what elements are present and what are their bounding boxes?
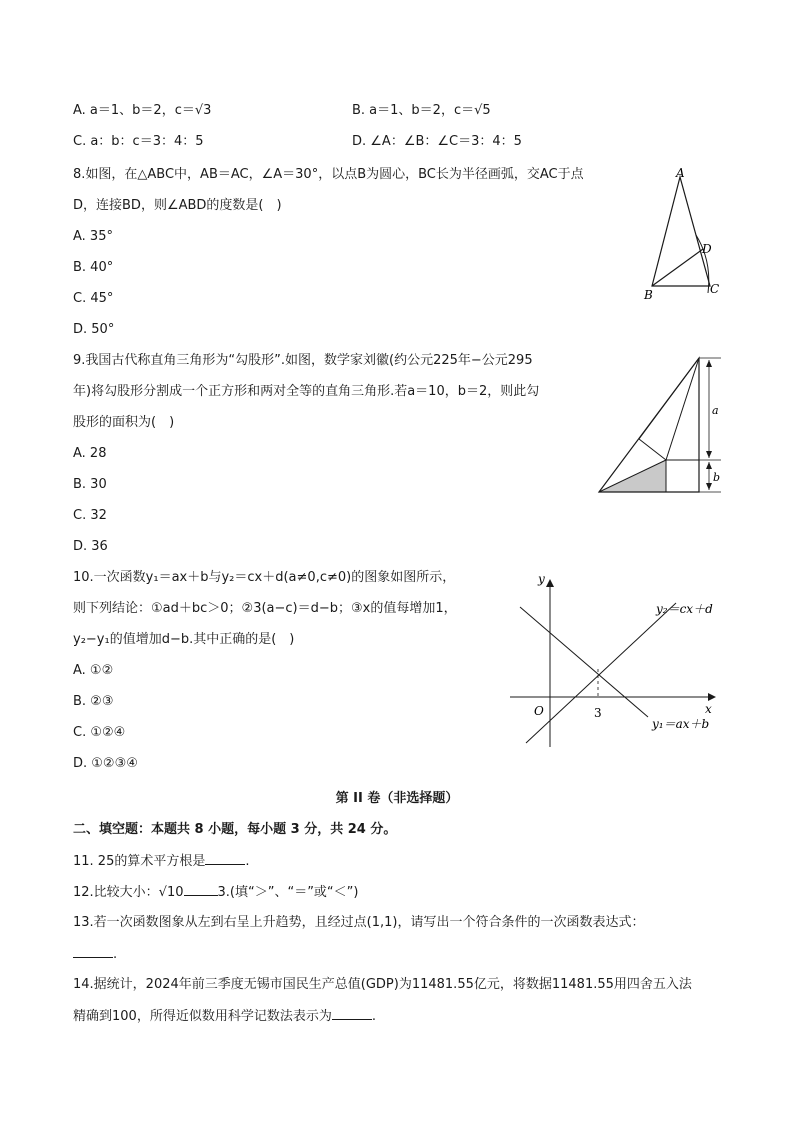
q8-option-c: C. 45°	[73, 291, 114, 306]
q8-option-a: A. 35°	[73, 229, 113, 244]
label-y: y	[538, 572, 545, 586]
arrow-b-bottom	[706, 483, 712, 490]
split-line-3	[639, 358, 699, 439]
q11-answer-blank[interactable]	[205, 852, 245, 865]
x-axis-arrow	[708, 693, 716, 701]
q14-end: .	[371, 1009, 376, 1024]
q9-option-d: D. 36	[73, 539, 108, 554]
square	[666, 460, 699, 492]
split-line-2	[666, 358, 699, 460]
q9-option-c: C. 32	[73, 508, 107, 523]
q10-option-b: B. ②③	[73, 694, 114, 709]
label-y1: y₁＝ax＋b	[652, 717, 710, 731]
q13-stem-line1: 13.若一次函数图象从左到右呈上升趋势，且经过点(1,1)，请写出一个符合条件的一次函数表达式：	[73, 915, 645, 930]
q13-end: .	[113, 947, 118, 962]
q12-answer-blank[interactable]	[184, 883, 218, 896]
q9-stem-line3: 股形的面积为( )	[73, 415, 175, 430]
q14-line2	[73, 1007, 376, 1026]
label-x: x	[705, 702, 712, 716]
section-title: 第 II 卷（非选择题）	[335, 791, 459, 806]
label-c: C	[710, 282, 720, 296]
q12-line	[73, 883, 358, 902]
q13-answer-blank[interactable]	[73, 945, 113, 958]
q7-option-a: A. a＝1、b＝2，c＝√3	[73, 103, 212, 118]
arrow-a-top	[706, 360, 712, 367]
q11-line	[73, 852, 250, 871]
q10-stem-line2: 则下列结论：①ad＋bc＞0；②3(a−c)＝d−b；③x的值每增加1，	[73, 601, 457, 616]
label-y2: y₂＝cx＋d	[656, 602, 713, 616]
label-d: D	[702, 242, 712, 256]
q10-stem-line1: 10.一次函数y₁＝ax＋b与y₂＝cx＋d(a≠0,c≠0)的图象如图所示，	[73, 570, 456, 585]
q8-option-d: D. 50°	[73, 322, 115, 337]
q14-answer-blank[interactable]	[332, 1007, 372, 1020]
q10-option-a: A. ①②	[73, 663, 114, 678]
arrow-b-top	[706, 462, 712, 469]
q7-option-d: D. ∠A：∠B：∠C＝3：4：5	[352, 134, 522, 149]
q10-stem-line3: y₂−y₁的值增加d−b.其中正确的是( )	[73, 632, 295, 647]
q9-stem-line1: 9.我国古代称直角三角形为“勾股形”.如图，数学家刘徽(约公元225年−公元295	[73, 353, 533, 368]
q9-gougu-figure	[595, 352, 730, 497]
q10-linear-functions-graph	[508, 567, 738, 752]
label-a: a	[712, 404, 719, 417]
label-three: 3	[594, 706, 602, 720]
triangle-abc	[652, 177, 710, 286]
q10-option-d: D. ①②③④	[73, 756, 138, 771]
label-b: b	[713, 471, 721, 484]
q8-option-b: B. 40°	[73, 260, 114, 275]
q7-option-b: B. a＝1、b＝2，c＝√5	[352, 103, 491, 118]
q9-stem-line2: 年)将勾股形分割成一个正方形和两对全等的直角三角形.若a＝10，b＝2，则此勾	[73, 384, 540, 399]
q8-triangle-figure	[640, 165, 730, 305]
q11-stem: 11. 25的算术平方根是	[73, 854, 206, 869]
q8-stem-line2: D，连接BD，则∠ABD的度数是( )	[73, 198, 282, 213]
q14-stem-line1: 14.据统计，2024年前三季度无锡市国民生产总值(GDP)为11481.55亿元，将数据11481.55用四舍五入法	[73, 977, 692, 992]
q8-stem-line1: 8.如图，在△ABC中，AB＝AC，∠A＝30°，以点B为圆心，BC长为半径画弧，交AC于点	[73, 167, 584, 182]
label-b: B	[644, 288, 653, 302]
q10-option-c: C. ①②④	[73, 725, 126, 740]
y-axis-arrow	[546, 579, 554, 587]
section-heading: 二、填空题：本题共 8 小题，每小题 3 分，共 24 分。	[73, 822, 397, 837]
line-y1	[520, 607, 648, 717]
q11-end: .	[245, 854, 250, 869]
q14-stem-line2: 精确到100，所得近似数用科学记数法表示为	[73, 1009, 332, 1024]
arrow-a-bottom	[706, 451, 712, 458]
q12-stem: 12.比较大小：√10	[73, 885, 184, 900]
q12-end: 3.(填“＞”、“＝”或“＜”)	[217, 885, 359, 900]
q9-option-b: B. 30	[73, 477, 107, 492]
label-a: A	[676, 166, 685, 180]
q9-option-a: A. 28	[73, 446, 107, 461]
q13-line2	[73, 945, 117, 964]
q7-option-c: C. a：b：c＝3：4：5	[73, 134, 204, 149]
label-origin: O	[534, 704, 544, 718]
split-line-4	[639, 439, 666, 460]
